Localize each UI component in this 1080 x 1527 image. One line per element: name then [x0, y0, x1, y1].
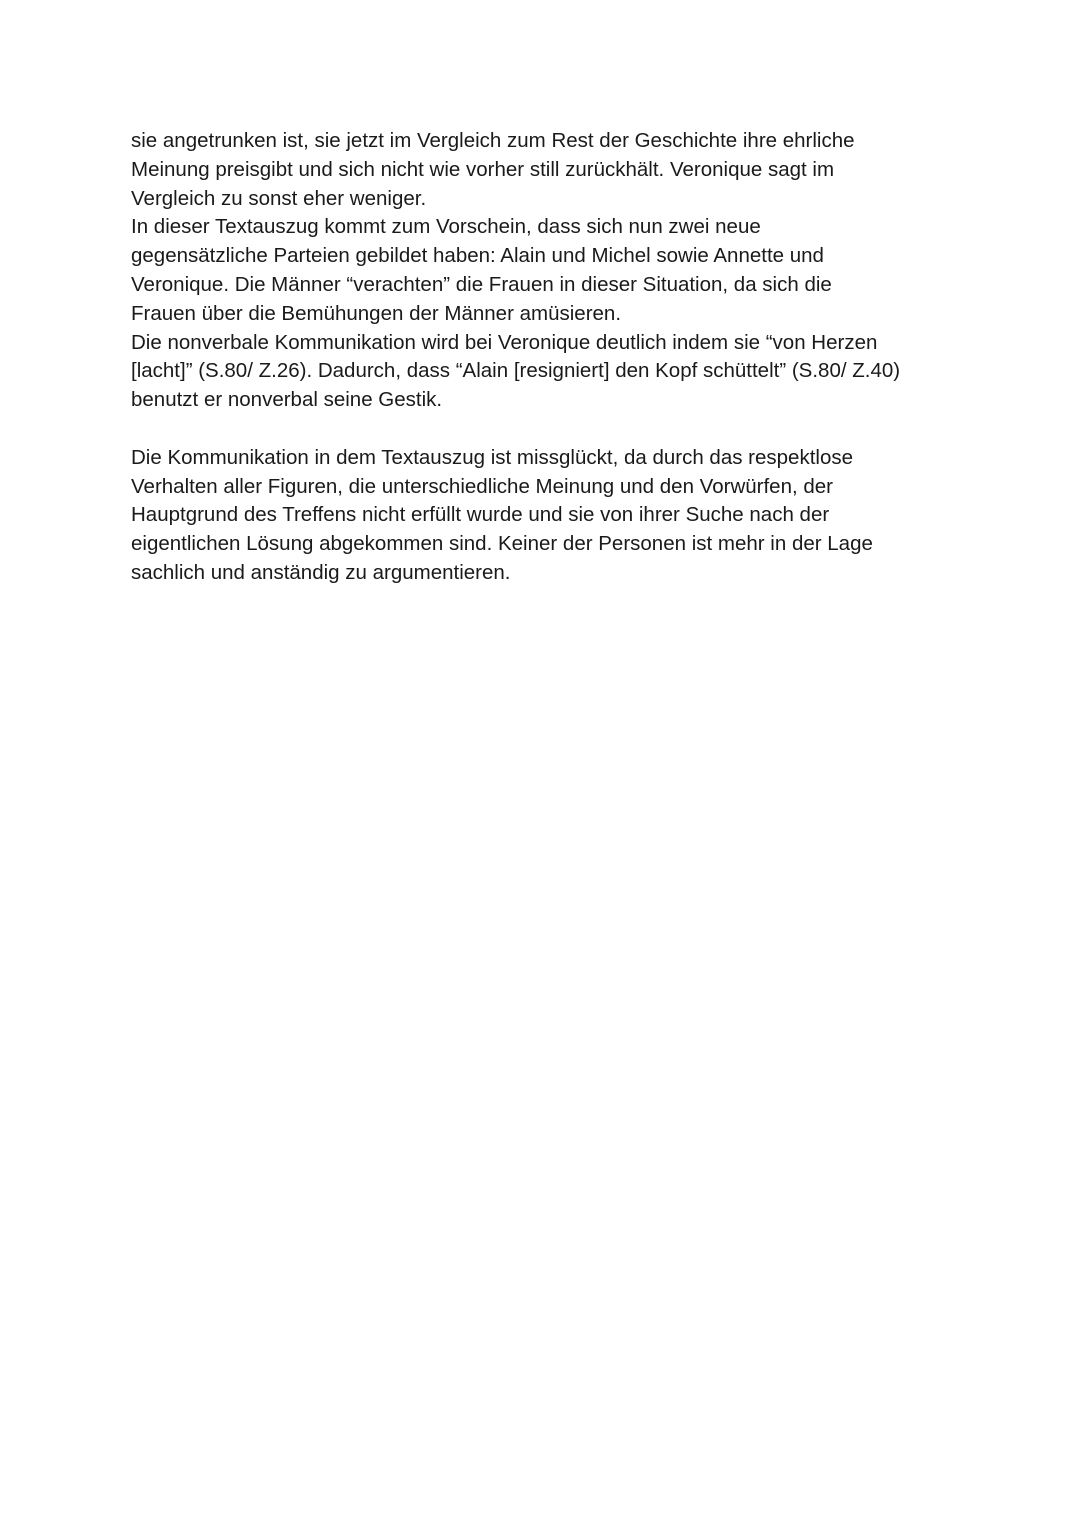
text-line: Die Kommunikation in dem Textauszug ist missglückt, da durch das respektlose [131, 445, 854, 469]
paragraph-spacer [131, 415, 961, 444]
text-line: Vergleich zu sonst eher weniger. [131, 186, 427, 210]
text-line: [lacht]” (S.80/ Z.26). Dadurch, dass “Alain [resigniert] den Kopf schüttelt” (S.80/ Z.40) [131, 359, 901, 383]
text-line: Veronique. Die Männer “verachten” die Frauen in dieser Situation, da sich die [131, 272, 832, 296]
paragraph [131, 213, 961, 328]
text-line: Verhalten aller Figuren, die unterschiedliche Meinung und den Vorwürfen, der [131, 474, 833, 498]
text-line: sie angetrunken ist, sie jetzt im Vergleich zum Rest der Geschichte ihre ehrliche [131, 129, 855, 152]
text-line: In dieser Textauszug kommt zum Vorschein, dass sich nun zwei neue [131, 215, 761, 239]
text-line: Die nonverbale Kommunikation wird bei Veronique deutlich indem sie “von Herzen [131, 330, 878, 354]
paragraph [131, 329, 961, 415]
text-line: Frauen über die Bemühungen der Männer amüsieren. [131, 301, 622, 325]
text-line: Hauptgrund des Treffens nicht erfüllt wurde und sie von ihrer Suche nach der [131, 503, 830, 527]
text-line: benutzt er nonverbal seine Gestik. [131, 388, 443, 412]
text-line: gegensätzliche Parteien gebildet haben: Alain und Michel sowie Annette und [131, 244, 824, 268]
paragraph [131, 444, 961, 588]
text-line: eigentlichen Lösung abgekommen sind. Keiner der Personen ist mehr in der Lage [131, 532, 873, 556]
body-text [131, 127, 961, 588]
text-line: Meinung preisgibt und sich nicht wie vorher still zurückhält. Veronique sagt im [131, 157, 835, 181]
paragraph [131, 127, 961, 213]
text-line: sachlich und anständig zu argumentieren. [131, 560, 511, 584]
